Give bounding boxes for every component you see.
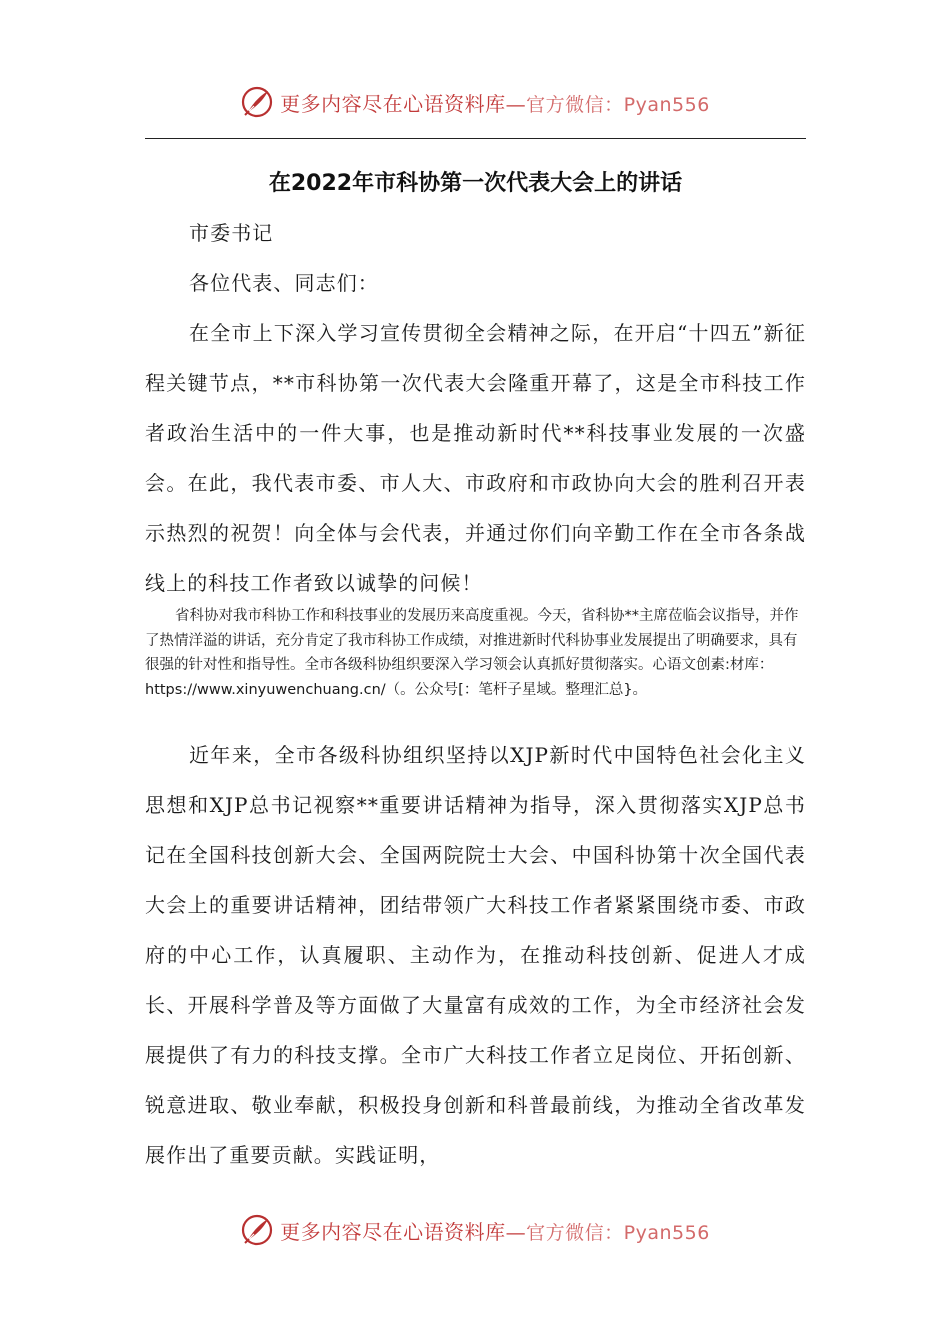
paragraph-3: 近年来，全市各级科协组织坚持以XJP新时代中国特色社会化主义思想和XJP总书记视察**重要讲话精神为指导，深入贯彻落实XJP总书记在全国科技创新大会、全国两院院士大会、中国科协第十次全国代表大会上的重要讲话精神，团结带领广大科技工作者紧紧围绕市委、市政府的中心工作，认真履职、主动作为，在推动科技创新、促进人才成长、开展科学普及等方面做了大量富有成效的工作，为全市经济社会发展提供了有力的科技支撑。全市广大科技工作者立足岗位、开拓创新、锐意进取、敬业奉献，积极投身创新和科普最前线，为推动全省改革发展作出了重要贡献。实践证明， <box>145 743 806 1167</box>
greeting-line: 各位代表、同志们： <box>189 271 379 295</box>
document-title: 在2022年市科协第一次代表大会上的讲话 <box>268 171 683 196</box>
author-line: 市委书记 <box>189 221 274 245</box>
bottom-banner <box>0 1210 950 1250</box>
quill-logo-icon <box>240 1213 274 1247</box>
header-rule <box>145 138 806 139</box>
top-banner <box>0 82 950 122</box>
banner-dash: — <box>505 1219 527 1244</box>
banner-dash: — <box>505 91 527 116</box>
banner-text: 更多内容尽在心语资料库 <box>280 1219 506 1244</box>
banner-wechat: 官方微信：Pyan556 <box>526 93 710 116</box>
paragraph-1: 在全市上下深入学习宣传贯彻全会精神之际，在开启“十四五”新征程关键节点，**市科协第一次代表大会隆重开幕了，这是全市科技工作者政治生活中的一件大事，也是推动新时代**科技事业发展的一次盛会。在此，我代表市委、市人大、市政府和市政协向大会的胜利召开表示热烈的祝贺！向全体与会代表，并通过你们向辛勤工作在全市各条战线上的科技工作者致以诚挚的问候！ <box>145 321 806 595</box>
quill-logo-icon <box>240 85 274 119</box>
banner-text: 更多内容尽在心语资料库 <box>280 91 506 116</box>
paragraph-2: 省科协对我市科协工作和科技事业的发展历来高度重视。今天，省科协**主席莅临会议指导，并作了热情洋溢的讲话，充分肯定了我市科协工作成绩，对推进新时代科协事业发展提出了明确要求，具有很强的针对性和指导性。全市各级科协组织要深入学习领会认真抓好贯彻落实。心语文创素:材库：https://www.xinyuwenchuang.cn/（。公众号[：笔杆子星域。整理汇总}。 <box>145 608 799 698</box>
banner-wechat: 官方微信：Pyan556 <box>526 1221 710 1244</box>
